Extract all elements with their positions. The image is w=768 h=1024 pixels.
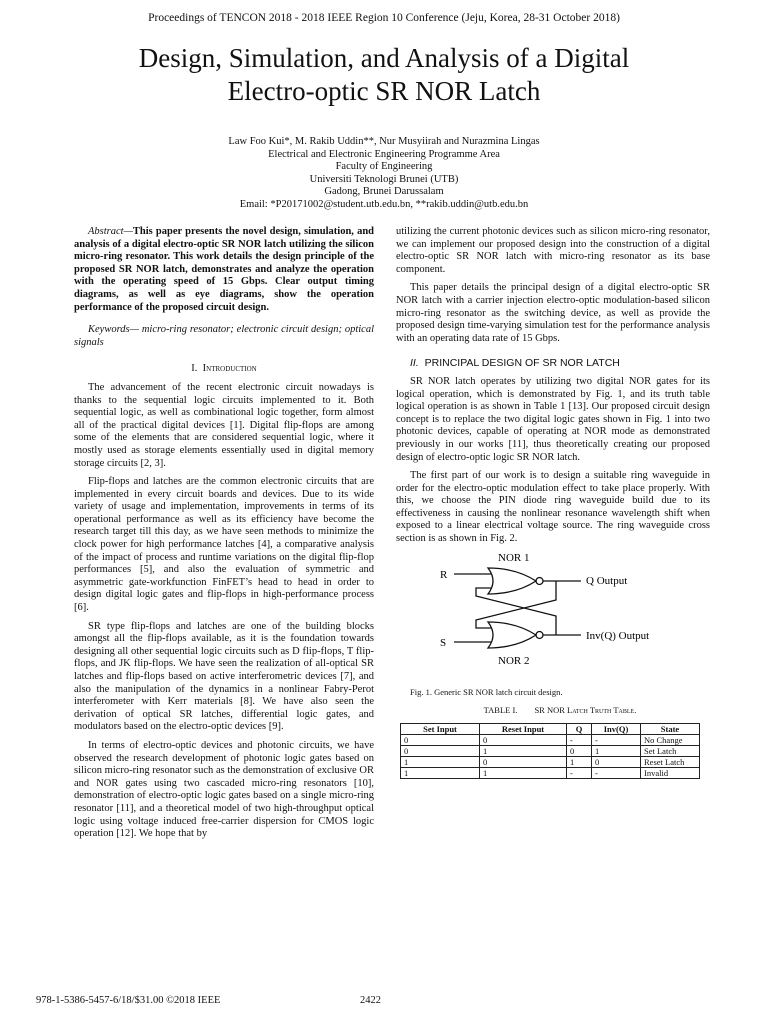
nor-gate-2-body [488,622,536,648]
title-line-1: Design, Simulation, and Analysis of a Digital [138,43,630,73]
truth-table [400,723,700,779]
cell-reset: 1 [480,745,567,756]
keywords: Keywords— micro-ring resonator; electronic circuit design; optical signals [74,324,374,348]
cell-state: Set Latch [641,745,700,756]
truth-table-header [401,723,700,734]
section-1-heading [74,363,374,376]
cell-state: Invalid [641,767,700,778]
cell-reset: 1 [480,767,567,778]
left-column [74,226,374,847]
cell-inv-q: - [592,734,641,745]
section-2-paragraph-2: The first part of our work is to design a suitable ring waveguide in order for the electro-optic modulation effect to take place properly. With this, we choose the PIN diode ring waveguide build due to its effectiveness in causing the nonlinear resonance wavelength shift when exposed to a linear electrical voltage source. The ring waveguide cross section is as shown in Fig. 2. [396,470,710,545]
inv-output-label: Inv(Q) Output [586,629,650,642]
footer-isbn: 978-1-5386-5457-6/18/$31.00 ©2018 IEEE [36,995,221,1006]
abstract [74,226,374,314]
author-faculty: Faculty of Engineering [335,161,433,172]
section-2-number: II. [410,357,419,370]
cell-set: 0 [401,745,480,756]
author-names: Law Foo Kui*, M. Rakib Uddin**, Nur Musyiirah and Nurazmina Lingas [228,136,540,147]
intro-paragraph-3: SR type flip-flops and latches are one of the building blocks amongst all the flip-flops available, as it is the foundation towards designing all other sequential logic circuits such as D flip-flops, T flip-flops, and JK flip-flops. We have seen the realization of all-optical SR latches and flip-flops based on active interferometric devices [7], and also the manipulation of the dynamics in a nonlinear Fabry-Perot interferometer with Kerr materials [8]. We have also seen the derivation of optical SR latches, differential logic gates, and modulators based on the electro-optic devices [9]. [74,620,374,733]
abstract-label: Abstract— [88,226,133,237]
cell-set: 0 [401,734,480,745]
intro-paragraph-4: In terms of electro-optic devices and photonic circuits, we have observed the research development of photonic logic gates based on silicon micro-ring resonator such as the demonstration of exclusive OR and NOR gates using two cascaded micro-ring resonators [10], demonstration of electro-optic logic gates based on a single micro-ring resonator [11], and a theoretical model of two high-throughput optical logic using voltage induced free-carrier dispersion for CMOS logic operation [12]. We hope that by [74,739,374,840]
cell-q: - [567,767,592,778]
cell-set: 1 [401,767,480,778]
r-label: R [440,568,448,581]
sr-nor-latch-diagram [396,552,710,682]
cell-inv-q: - [592,767,641,778]
figure-1-diagram [396,552,710,682]
nor-gate-1-body [488,568,536,594]
header-set-input: Set Input [401,723,480,734]
cell-q: 1 [567,756,592,767]
cell-reset: 0 [480,734,567,745]
author-email: Email: *P20171002@student.utb.edu.bn, **rakib.uddin@utb.edu.bn [239,198,529,210]
table-1-number: TABLE I. [483,705,518,716]
intro-continued-paragraph: utilizing the current photonic devices such as silicon micro-ring resonator, we can implement our proposed design into the construction of a digital electro-optic SR NOR latch with micro-ring resonator as its base component. [396,226,710,275]
cell-state: No Change [641,734,700,745]
intro-paragraph-1: The advancement of the recent electronic circuit nowadays is thanks to the sequential logic circuits implemented to it. Both sequential logic, as well as combinational logic together, form almost all of the practical digital devices [1]. Digital flip-flops are among some of the elements that are considered sequential logic, where it mostly used as storage elements essentially used in digital memory storage circuits [2, 3]. [74,381,374,469]
table-row [401,745,700,756]
cell-q: - [567,734,592,745]
table-row [401,756,700,767]
page-number: 2422 [360,995,381,1006]
cell-set: 1 [401,756,480,767]
abstract-text: This paper presents the novel design, simulation, and analysis of a digital electro-optic SR NOR latch utilizing the silicon micro-ring resonator. This work details the design principle of the proposed SR NOR latch, demonstrates and analyze the operation with the operating speed of 15 Gbps. Clear output timing diagrams, as well as eye diagrams, show the operation performance of the proposed circuit design. [74,226,374,313]
cell-reset: 0 [480,756,567,767]
section-2-heading [396,357,710,370]
author-block [100,136,668,211]
proceedings-header: Proceedings of TENCON 2018 - 2018 IEEE Region 10 Conference (Jeju, Korea, 28-31 October 2018) [148,12,620,24]
cell-state: Reset Latch [641,756,700,767]
header-inv-q: Inv(Q) [592,723,641,734]
title-line-2: Electro-optic SR NOR Latch [227,76,541,106]
table-1-title: SR NOR Latch Truth Table. [534,705,637,716]
q-output-label: Q Output [586,574,628,587]
paper-title [40,42,728,108]
section-1-title: Introduction [202,363,257,375]
cell-inv-q: 1 [592,745,641,756]
figure-1-caption: Fig. 1. Generic SR NOR latch circuit design. [410,686,563,697]
section-2-paragraph-1: SR NOR latch operates by utilizing two digital NOR gates for its logical operation, which is demonstrated by Fig. 1, and its truth table logical operation is as shown in Table 1 [13]. Our proposed circuit design concept is to replace the two digital logic gates shown in Fig. 1 into two photonic devices, capable of operating at NOR mode as demonstrated previously in our works [11], thus theoretically creating our proposed design of electro-optic logic SR NOR latch. [396,375,710,463]
intro-paragraph-5: This paper details the principal design of a digital electro-optic SR NOR latch with a carrier injection electro-optic modulation-based silicon micro-ring resonator as the switching device, as well as provide the proposed design time-varying simulation test for the performance analysis with an operating data rate of 15 Gbps. [396,282,710,344]
table-row [401,767,700,778]
table-1-caption [396,704,710,717]
header-state: State [641,723,700,734]
header-q: Q [567,723,592,734]
table-row [401,734,700,745]
section-1-number: I. [191,363,198,375]
intro-paragraph-2: Flip-flops and latches are the common electronic circuits that are implemented in every circuit boards and devices. Due to its wide variety of usage and implementation, improvements in terms of its operational performance as well as its efficiency have become the research target till this day, as we have seen methods to minimize the clock power for high performance latches [4], a comparative analysis of the impact of process and runtime variations on the digital flip-flop performances [5], and also the evaluation of symmetric and asymmetric gate-workfunction FinFET’s head to head in order to design digital logic gates and flip-flops in high-performance process [6]. [74,476,374,614]
nor1-label: NOR 1 [498,551,530,564]
header-reset-input: Reset Input [480,723,567,734]
author-dept: Electrical and Electronic Engineering Programme Area [268,148,500,160]
cell-q: 0 [567,745,592,756]
s-label: S [440,636,447,649]
author-university: Universiti Teknologi Brunei (UTB) [309,173,459,185]
author-location: Gadong, Brunei Darussalam [324,186,444,197]
section-2-title: PRINCIPAL DESIGN OF SR NOR LATCH [424,357,620,370]
right-column [396,226,710,779]
nor2-label: NOR 2 [498,654,530,667]
cell-inv-q: 0 [592,756,641,767]
